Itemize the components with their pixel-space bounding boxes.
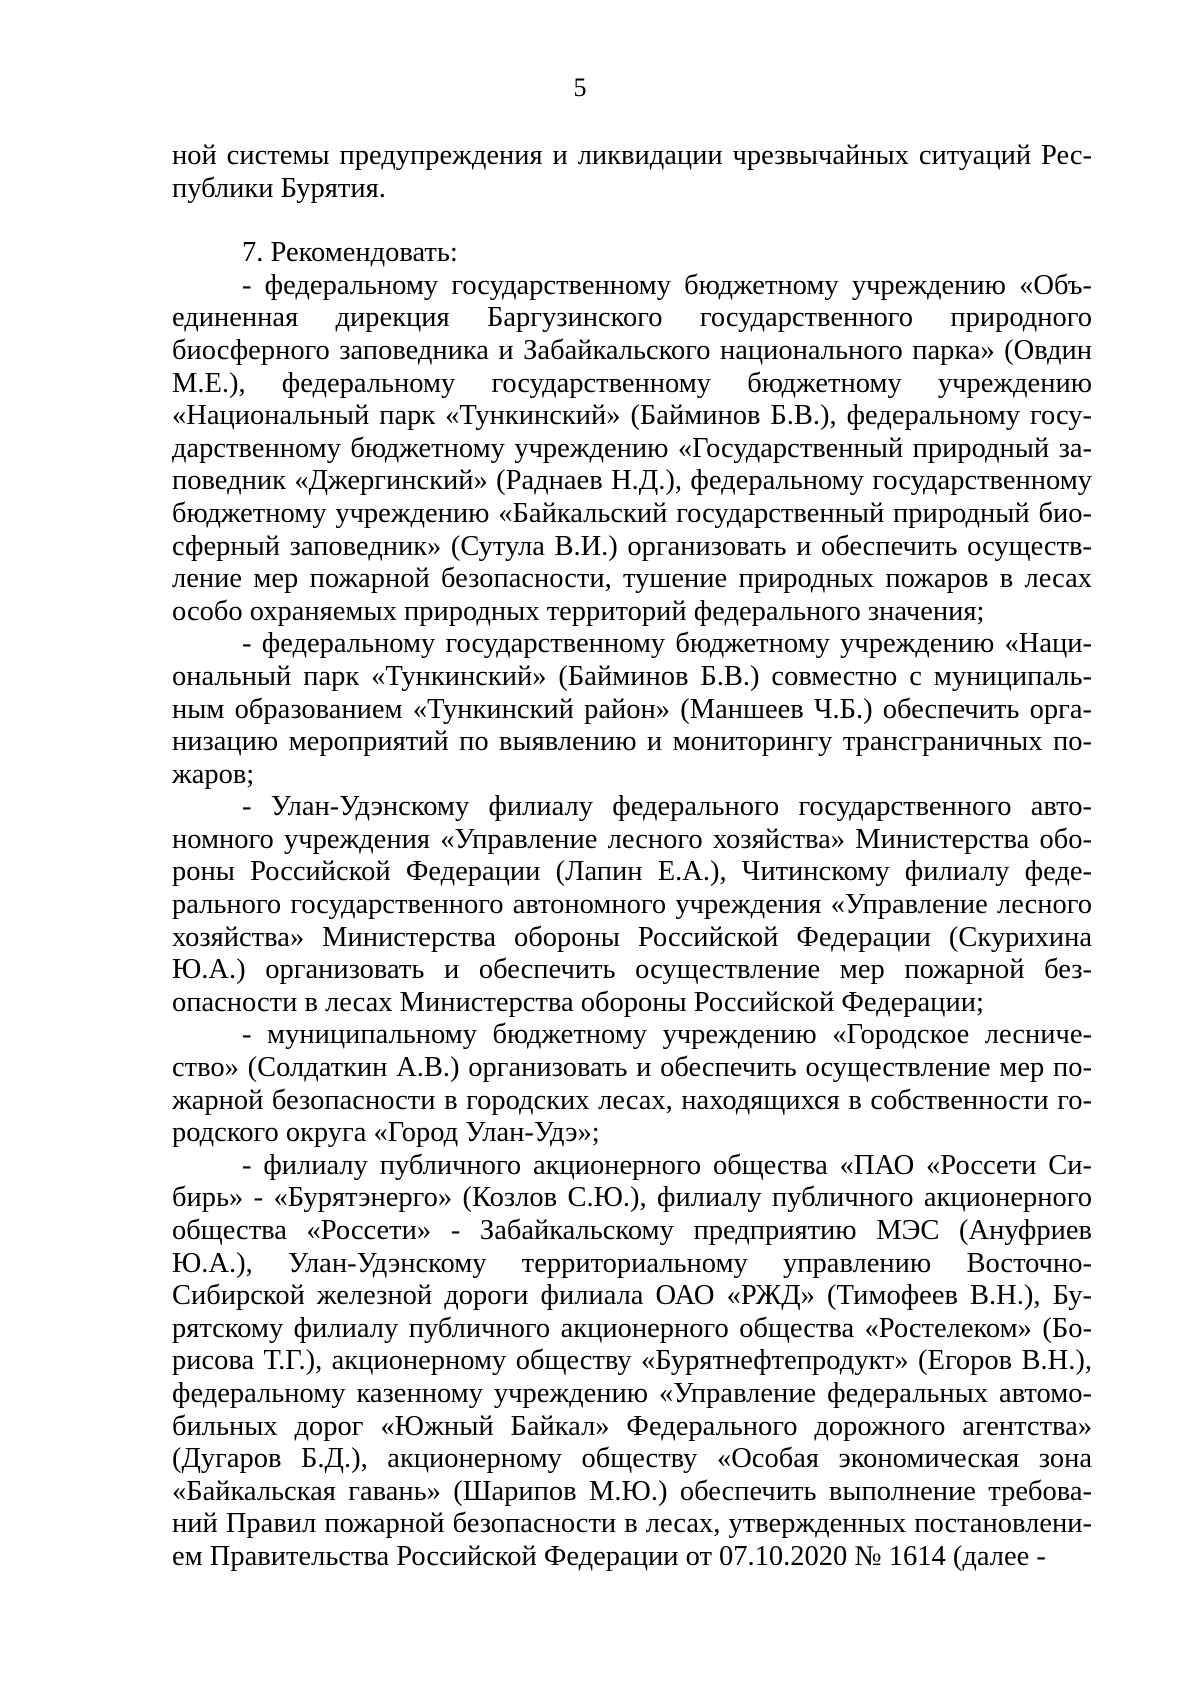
paragraph-recommendation-4: - муниципальному бюджетному учреждению «Городское лесничество» (Солдаткин А.В.) организовать и обеспечить осуществление мер пожарной безопасности в городских лесах, находящихся в собственности городского округа «Город Улан-Удэ»; xyxy=(172,1019,1092,1149)
page-number: 5 xyxy=(573,73,587,102)
paragraph-item-7-heading: 7. Рекомендовать: xyxy=(242,237,458,269)
document-body xyxy=(172,140,1092,1574)
paragraph-recommendation-2: - федеральному государственному бюджетному учреждению «Национальный парк «Тункинский» (Байминов Б.В.) совместно с муниципальным образованием «Тункинский район» (Маншеев Ч.Б.) обеспечить организацию мероприятий по выявлению и мониторингу трансграничных пожаров; xyxy=(172,628,1092,790)
paragraph-recommendation-1: - федеральному государственному бюджетному учреждению «Объединенная дирекция Баргузинского государственного природного биосферного заповедника и Забайкальского национального парка» (Овдин М.Е.), федеральному государственному бюджетному учреждению «Национальный парк «Тункинский» (Байминов Б.В.), федеральному государственному бюджетному учреждению «Государственный природный заповедник «Джергинский» (Раднаев Н.Д.), федеральному государственному бюджетному учреждению «Байкальский государственный природный биосферный заповедник» (Сутула В.И.) организовать и обеспечить осуществление мер пожарной безопасности, тушение природных пожаров в лесах особо охраняемых природных территорий федерального значения; xyxy=(172,269,1092,627)
paragraph-recommendation-3: - Улан-Удэнскому филиалу федерального государственного автономного учреждения «Управление лесного хозяйства» Министерства обороны Российской Федерации (Лапин Е.А.), Читинскому филиалу федерального государственного автономного учреждения «Управление лесного хозяйства» Министерства обороны Российской Федерации (Скурихина Ю.А.) организовать и обеспечить осуществление мер пожарной безопасности в лесах Министерства обороны Российской Федерации; xyxy=(172,791,1092,1018)
paragraph-recommendation-5: - филиалу публичного акционерного общества «ПАО «Россети Сибирь» - «Бурятэнерго» (Козлов С.Ю.), филиалу публичного акционерного общества «Россети» - Забайкальскому предприятию МЭС (Ануфриев Ю.А.), Улан-Удэнскому территориальному управлению Восточно-Сибирской железной дороги филиала ОАО «РЖД» (Тимофеев В.Н.), Бурятскому филиалу публичного акционерного общества «Ростелеком» (Борисова Т.Г.), акционерному обществу «Бурятнефтепродукт» (Егоров В.Н.), федеральному казенному учреждению «Управление федеральных автомобильных дорог «Южный Байкал» Федерального дорожного агентства» (Дугаров Б.Д.), акционерному обществу «Особая экономическая зона «Байкальская гавань» (Шарипов М.Ю.) обеспечить выполнение требований Правил пожарной безопасности в лесах, утвержденных постановлением Правительства Российской Федерации от 07.10.2020 № 1614 (далее - xyxy=(172,1149,1092,1572)
paragraph-continuation: ной системы предупреждения и ликвидации чрезвычайных ситуаций Республики Бурятия. xyxy=(172,140,1092,204)
